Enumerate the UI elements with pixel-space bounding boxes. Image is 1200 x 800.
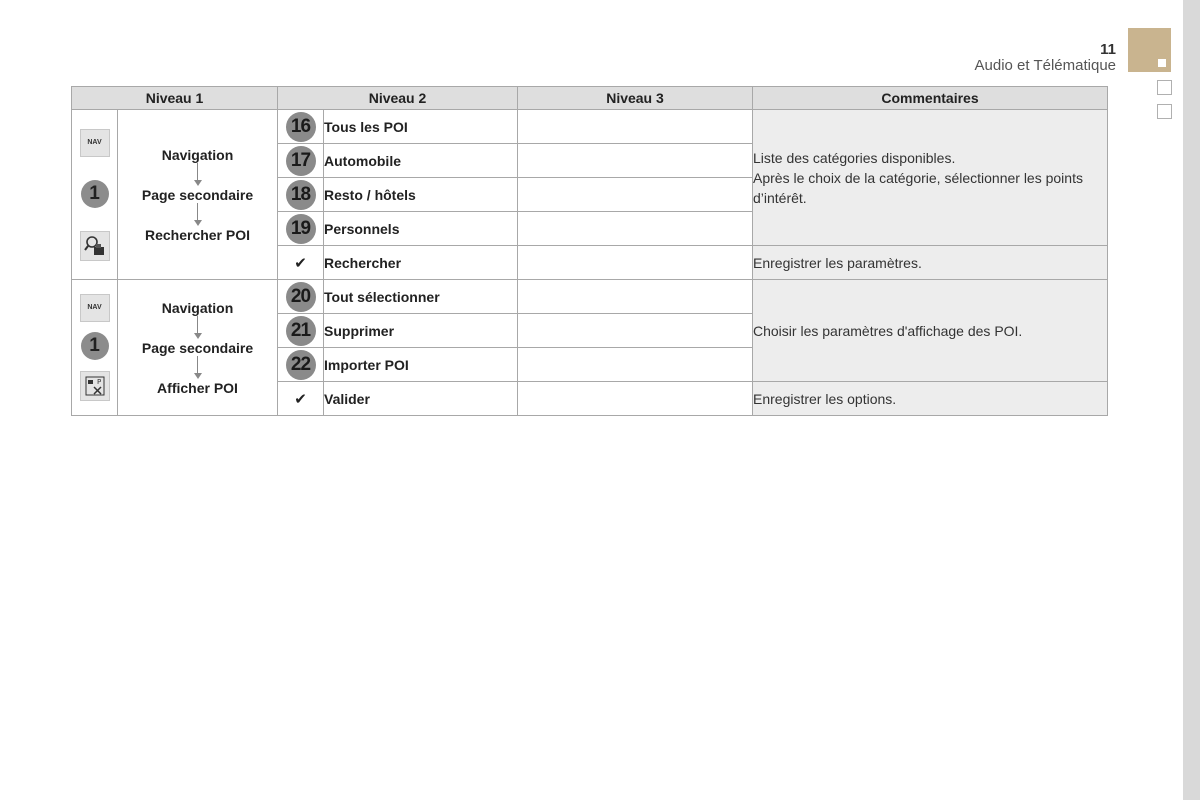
- menu-item-label: Automobile: [324, 144, 518, 178]
- table-row: [72, 280, 1108, 314]
- niveau-3-cell: [518, 314, 753, 348]
- nav-button-icon: NAV: [80, 294, 110, 322]
- down-arrow-icon: [194, 356, 202, 380]
- down-arrow-icon: [194, 203, 202, 227]
- step-number-icon: 1: [81, 332, 109, 360]
- table-row: [72, 110, 1108, 144]
- niveau-3-cell: [518, 348, 753, 382]
- niveau-3-cell: [518, 144, 753, 178]
- niveau-3-cell: [518, 178, 753, 212]
- badge-cell: [278, 144, 324, 178]
- badge-cell: [278, 246, 324, 280]
- search-poi-icon: [80, 231, 110, 261]
- item-number-badge: 18: [286, 180, 316, 210]
- item-number-badge: 22: [286, 350, 316, 380]
- page-number: 11: [1100, 41, 1116, 58]
- comment-cell: Enregistrer les paramètres.: [753, 246, 1108, 280]
- table-header-row: [72, 87, 1108, 110]
- item-number-badge: 20: [286, 282, 316, 312]
- nav-button-icon: NAV: [80, 129, 110, 157]
- menu-item-label: Personnels: [324, 212, 518, 246]
- path-step-navigation: Navigation: [161, 146, 234, 163]
- menu-item-label: Tous les POI: [324, 110, 518, 144]
- path-step-rechercher-poi: Rechercher POI: [144, 226, 251, 243]
- item-number-badge: 16: [286, 112, 316, 142]
- comment-text: Liste des catégories disponibles. Après le choix de la catégorie, sélectionner les points d’intérêt.: [753, 149, 1083, 206]
- menu-item-label: Valider: [324, 382, 518, 416]
- group-path-cell: [118, 280, 278, 416]
- group-icons-cell: [72, 280, 118, 416]
- column-header-commentaires: Commentaires: [753, 87, 1108, 110]
- menu-table: [71, 86, 1108, 416]
- path-step-navigation: Navigation: [161, 299, 234, 316]
- column-header-niveau-3: Niveau 3: [518, 87, 753, 110]
- down-arrow-icon: [194, 163, 202, 187]
- niveau-3-cell: [518, 382, 753, 416]
- chapter-tab-marker: [1158, 59, 1166, 67]
- niveau-3-cell: [518, 212, 753, 246]
- page-edge-strip: [1183, 0, 1200, 800]
- badge-cell: [278, 280, 324, 314]
- menu-item-label: Resto / hôtels: [324, 178, 518, 212]
- item-number-badge: 17: [286, 146, 316, 176]
- menu-item-label: Importer POI: [324, 348, 518, 382]
- item-number-badge: 21: [286, 316, 316, 346]
- section-title: Audio et Télématique: [974, 57, 1116, 74]
- path-step-page-secondaire: Page secondaire: [141, 339, 254, 356]
- menu-item-label: Rechercher: [324, 246, 518, 280]
- step-number-icon: 1: [81, 180, 109, 208]
- badge-cell: [278, 178, 324, 212]
- group-icons-cell: [72, 110, 118, 280]
- display-poi-icon: [80, 371, 110, 401]
- comment-cell: Choisir les paramètres d'affichage des POI.: [753, 280, 1108, 382]
- comment-cell: Enregistrer les options.: [753, 382, 1108, 416]
- badge-cell: [278, 348, 324, 382]
- chapter-tab-active: [1128, 28, 1171, 72]
- badge-cell: [278, 382, 324, 416]
- group-path-cell: [118, 110, 278, 280]
- path-step-afficher-poi: Afficher POI: [157, 379, 238, 396]
- chapter-tab-box: [1157, 104, 1172, 119]
- niveau-3-cell: [518, 280, 753, 314]
- checkmark-icon: ✔: [294, 390, 307, 408]
- column-header-niveau-2: Niveau 2: [278, 87, 518, 110]
- niveau-3-cell: [518, 246, 753, 280]
- comment-cell: [753, 110, 1108, 246]
- niveau-3-cell: [518, 110, 753, 144]
- down-arrow-icon: [194, 316, 202, 340]
- chapter-tab-box: [1157, 80, 1172, 95]
- badge-cell: [278, 110, 324, 144]
- item-number-badge: 19: [286, 214, 316, 244]
- menu-item-label: Tout sélectionner: [324, 280, 518, 314]
- svg-text:P: P: [96, 378, 101, 387]
- path-step-page-secondaire: Page secondaire: [141, 186, 254, 203]
- column-header-niveau-1: Niveau 1: [72, 87, 278, 110]
- badge-cell: [278, 212, 324, 246]
- menu-item-label: Supprimer: [324, 314, 518, 348]
- badge-cell: [278, 314, 324, 348]
- checkmark-icon: ✔: [294, 254, 307, 272]
